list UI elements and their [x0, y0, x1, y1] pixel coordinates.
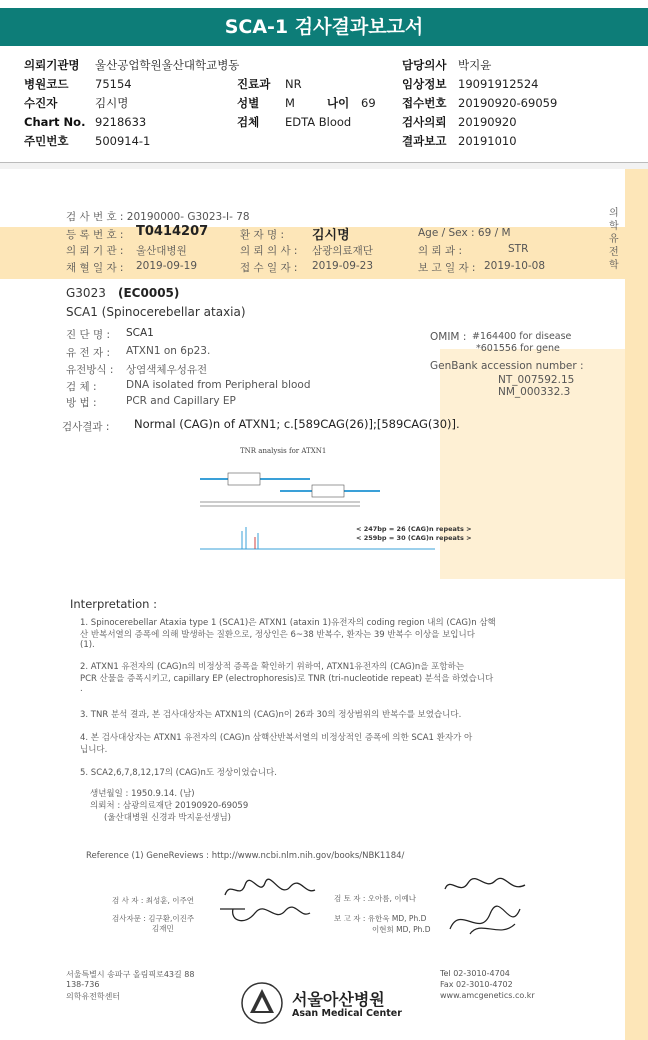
result-text: Normal (CAG)n of ATXN1; c.[589CAG(26)];[589CAG(30)].: [134, 417, 460, 431]
interp-2c: .: [80, 684, 83, 694]
spec-label: 검 체 :: [66, 381, 97, 393]
address-1: 서울특별시 송파구 올림픽로43길 88: [66, 970, 195, 979]
patient-info-panel: [0, 50, 648, 163]
reporter: 보 고 자 : 유한욱 MD, Ph.D: [334, 914, 427, 923]
report-doctor-label: 의 뢰 의 사 :: [240, 245, 298, 257]
age-sex: Age / Sex : 69 / M: [418, 227, 511, 239]
interp-4a: 4. 본 검사대상자는 ATXN1 유전자의 (CAG)n 삼핵산반복서열의 비정상적인 증폭에 의한 SCA1 환자가 아: [80, 733, 473, 743]
chart-label: Chart No.: [24, 115, 86, 129]
sex-value: M: [285, 96, 295, 110]
report-dept-label: 의 뢰 과 :: [418, 245, 462, 257]
inst-label: 의 뢰 기 관 :: [66, 245, 124, 257]
address-2: 138-736: [66, 980, 100, 989]
sex-label: 성별: [237, 96, 260, 110]
clinical-value: 19091912524: [458, 77, 539, 91]
advisor-2: 김재민: [152, 924, 174, 933]
report-dept: STR: [508, 243, 529, 255]
report-date-label: 보 고 일 자 :: [418, 262, 476, 274]
id-value: 500914-1: [95, 134, 151, 148]
fig-repeat-1: < 247bp = 26 (CAG)n repeats >: [356, 525, 472, 533]
diag-value: SCA1: [126, 327, 154, 339]
logo-english: Asan Medical Center: [292, 1008, 402, 1019]
receipt-value: 20190920-69059: [458, 96, 558, 110]
reference: Reference (1) GeneReviews : http://www.ncbi.nlm.nih.gov/books/NBK1184/: [86, 851, 405, 861]
report-patient: 김시명: [312, 228, 350, 243]
test-code: G3023: [66, 286, 106, 300]
reviewer-signature: [440, 871, 530, 901]
doctor-label: 담당의사: [402, 58, 447, 72]
omim-disease: #164400 for disease: [472, 331, 572, 342]
inst-value: 울산대병원: [136, 245, 187, 257]
tnr-figure: [160, 457, 450, 567]
specimen-value: EDTA Blood: [285, 115, 352, 129]
report-patient-label: 환 자 명 :: [240, 229, 284, 241]
reviewer: 검 토 자 : 오아름, 이예나: [334, 894, 417, 903]
interp-2a: 2. ATXN1 유전자의 (CAG)n의 비정상적 증폭을 확인하기 위하여, ATXN1유전자의 (CAG)n을 포함하는: [80, 662, 465, 672]
method-value: PCR and Capillary EP: [126, 395, 236, 407]
dept-value: NR: [285, 77, 302, 91]
address-3: 의학유전학센터: [66, 992, 121, 1001]
test-ec: (EC0005): [118, 286, 180, 300]
hospital-code-label: 병원코드: [24, 77, 69, 91]
positive-box: [312, 485, 344, 497]
age-label: 나이: [327, 96, 350, 110]
reporter-signature: [440, 899, 530, 944]
birth-date: 생년월일 : 1950.9.14. (남): [90, 789, 195, 799]
side-band: [625, 169, 648, 1040]
interp-1c: (1).: [80, 640, 95, 650]
patient-value: 김시명: [95, 96, 129, 110]
patient-label: 수진자: [24, 96, 58, 110]
genbank-1: NT_007592.15: [498, 374, 575, 386]
reg-number: T0414207: [136, 224, 209, 239]
draw-date: 2019-09-19: [136, 260, 198, 272]
scanned-report: [0, 169, 648, 1040]
inherit-label: 유전방식 :: [66, 364, 114, 376]
examiner: 검 사 자 : 최성훈, 이주연: [112, 896, 195, 905]
inherit-value: 상염색체우성유전: [126, 364, 208, 376]
recv-label: 접 수 일 자 :: [240, 262, 298, 274]
chart-value: 9218633: [95, 115, 147, 129]
interp-5: 5. SCA2,6,7,8,12,17의 (CAG)n도 정상이었습니다.: [80, 768, 277, 778]
id-label: 주민번호: [24, 134, 69, 148]
interp-1a: 1. Spinocerebellar Ataxia type 1 (SCA1)은 ATXN1 (ataxin 1)유전자의 coding region 내의 (CAG)n 삼핵: [80, 618, 496, 628]
institution-label: 의뢰기관명: [24, 58, 80, 72]
age-value: 69: [361, 96, 376, 110]
fig-title: TNR analysis for ATXN1: [240, 447, 327, 455]
requester: 의뢰처 : 삼광의료재단 20190920-69059: [90, 801, 249, 811]
recv-date: 2019-09-23: [312, 260, 374, 272]
interp-title: Interpretation :: [70, 597, 157, 611]
reporter-2: 이현희 MD, Ph.D: [372, 925, 431, 934]
gene-label: 유 전 자 :: [66, 347, 110, 359]
genbank-2: NM_000332.3: [498, 386, 571, 398]
fig-repeat-2: < 259bp = 30 (CAG)n repeats >: [356, 534, 472, 542]
request-label: 검사의뢰: [402, 115, 447, 129]
website: www.amcgenetics.co.kr: [440, 991, 535, 1000]
reg-label: 등 록 번 호 :: [66, 229, 124, 241]
genbank-label: GenBank accession number :: [430, 360, 584, 372]
report-doctor: 삼광의료재단: [312, 245, 373, 257]
institution-value: 울산공업학원울산대학교병동: [95, 58, 240, 72]
doctor-value: 박지윤: [458, 58, 492, 72]
interp-2b: PCR 산물을 증폭시키고, capillary EP (electrophoresis)로 TNR (tri-nucleotide repeat) 분석을 하였습니다: [80, 674, 494, 684]
interp-3: 3. TNR 분석 결과, 본 검사대상자는 ATXN1의 (CAG)n이 26과 30의 정상범위의 반복수를 보였습니다.: [80, 710, 462, 720]
receipt-label: 접수번호: [402, 96, 447, 110]
logo-korean: 서울아산병원: [292, 990, 385, 1009]
advisor: 검사자문 : 김구환,이진주: [112, 914, 195, 923]
test-name: SCA1 (Spinocerebellar ataxia): [66, 305, 246, 319]
interp-4b: 닙니다.: [80, 745, 108, 755]
advisor-signature: [215, 901, 315, 931]
telephone: Tel 02-3010-4704: [440, 969, 510, 978]
requester-2: (울산대병원 신경과 박지윤선생님): [104, 813, 231, 823]
specimen-label: 검체: [237, 115, 260, 129]
omim-label: OMIM :: [430, 331, 467, 343]
dept-label: 진료과: [237, 77, 271, 91]
draw-label: 채 혈 일 자 :: [66, 262, 124, 274]
diag-label: 진 단 명 :: [66, 329, 110, 341]
clinical-label: 임상정보: [402, 77, 447, 91]
spec-value: DNA isolated from Peripheral blood: [126, 379, 311, 391]
fax: Fax 02-3010-4702: [440, 980, 513, 989]
report-date: 2019-10-08: [484, 260, 546, 272]
hospital-code-value: 75154: [95, 77, 132, 91]
normal-box: [228, 473, 260, 485]
result-value: 20191010: [458, 134, 517, 148]
result-text-label: 검사결과 :: [62, 421, 110, 433]
asan-logo-icon: [240, 981, 284, 1025]
report-header: SCA-1 검사결과보고서: [0, 8, 648, 46]
result-label: 결과보고: [402, 134, 447, 148]
interp-1b: 산 반복서열의 증폭에 의해 발생하는 질환으로, 정상인은 6~38 반복수, 환자는 39 반복수 이상을 보입니다: [80, 630, 475, 640]
side-label: 의학유전학: [609, 208, 619, 271]
request-value: 20190920: [458, 115, 517, 129]
omim-gene: *601556 for gene: [476, 343, 560, 354]
gene-value: ATXN1 on 6p23.: [126, 345, 211, 357]
method-label: 방 법 :: [66, 397, 97, 409]
test-number: 검 사 번 호 : 20190000- G3023-I- 78: [66, 211, 250, 223]
